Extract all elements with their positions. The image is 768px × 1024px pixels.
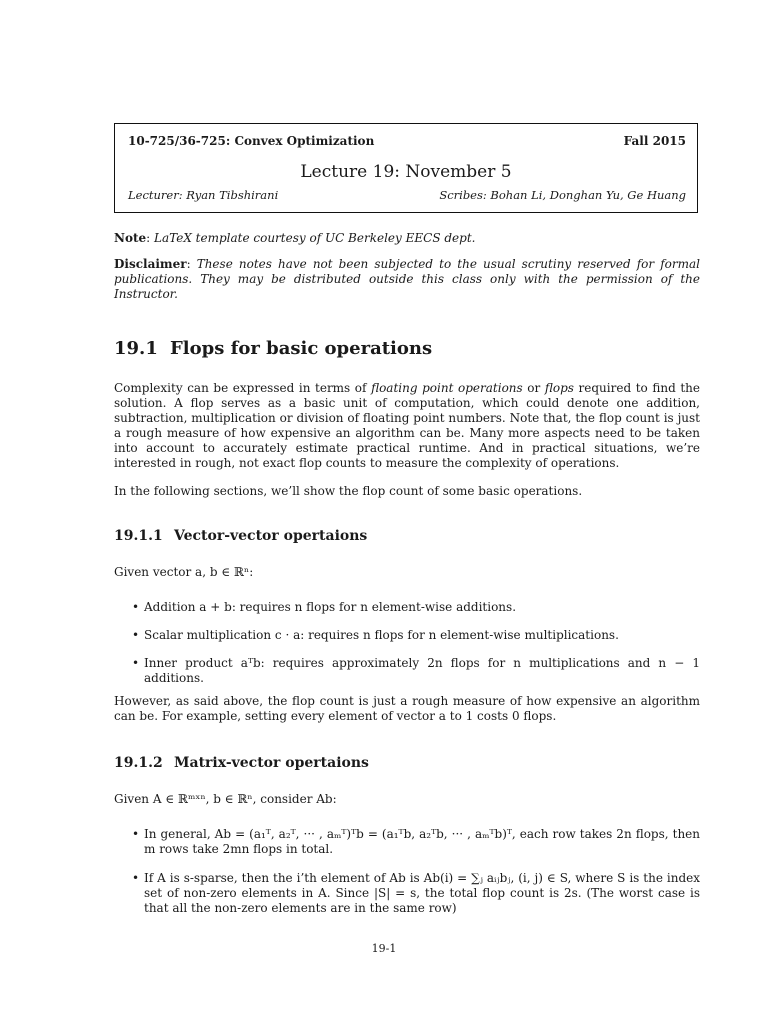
lecture-header-box [114,123,698,213]
section-heading [114,338,432,360]
bullet-icon: • [132,827,140,841]
list-item [114,656,700,686]
list-item-text: Scalar multiplication c · a: requires n flops for n element-wise multiplications. [144,628,619,642]
list-item-text: If A is s-sparse, then the i’th element of Ab is Ab(i) = ∑ⱼ aᵢⱼbⱼ, (i, j) ∈ S, where S is the index set of non-zero elements in A. Since |S| = s, the total flop count is 2s. (The worst case is that all the non-zero elements are in the same row) [144,871,700,915]
list-item [114,827,700,857]
bullet-icon: • [132,871,140,885]
disclaimer-paragraph: Disclaimer: These notes have not been subjected to the usual scrutiny reserved for formal publications. They may be distributed outside this class only with the permission of the Instructor. [114,257,700,301]
list-item-text: In general, Ab = (a₁ᵀ, a₂ᵀ, ··· , aₘᵀ)ᵀb = (a₁ᵀb, a₂ᵀb, ··· , aₘᵀb)ᵀ, each row takes 2n flops, then m rows take 2mn flops in total. [144,827,700,856]
subsection-1-given: Given vector a, b ∈ ℝⁿ: [114,565,254,579]
list-item-text: Addition a + b: requires n flops for n element-wise additions. [144,600,517,614]
intro-emph-2: flops [544,381,574,395]
bullet-icon: • [132,600,140,614]
section-title: Flops for basic operations [170,338,433,359]
lecturer: Lecturer: Ryan Tibshirani [128,188,279,202]
subsection-1-list [114,600,700,686]
subsection-1-number: 19.1.1 [114,528,163,544]
intro-text-2: or [522,381,545,395]
subsection-2-number: 19.1.2 [114,755,163,771]
intro-text-1: Complexity can be expressed in terms of [114,381,372,395]
disclaimer-label: Disclaimer [114,257,187,271]
intro-emph-1: floating point operations [371,381,523,395]
term: Fall 2015 [623,134,686,148]
course-title: 10-725/36-725: Convex Optimization [128,134,375,148]
note-text: LaTeX template courtesy of UC Berkeley EECS dept. [154,231,476,245]
subsection-2-title: Matrix-vector opertaions [174,755,369,771]
intro-text-3: required to find the solution. A flop serves as a basic unit of computation, which could denote one addition, subtraction, multiplication or division of floating point numbers. Note that, the flop count is just a rough measure of how expensive an algorithm can be. Many more aspects need to be taken into account to accurately estimate practical runtime. And in practical situations, we’re interested in rough, not exact flop counts to measure the complexity of operations. [114,381,701,470]
note-label: Note [114,231,147,245]
section-intro [114,381,700,471]
section-following: In the following sections, we’ll show the flop count of some basic operations. [114,484,583,498]
note-paragraph: Note: LaTeX template courtesy of UC Berkeley EECS dept. [114,231,476,245]
disclaimer-text: These notes have not been subjected to the usual scrutiny reserved for formal publications. They may be distributed outside this class only with the permission of the Instructor. [114,257,700,301]
section-number: 19.1 [114,338,158,359]
list-item [114,628,700,643]
subsection-1-title: Vector-vector opertaions [174,528,368,544]
scribes: Scribes: Bohan Li, Donghan Yu, Ge Huang [439,188,686,202]
list-item [114,871,700,916]
page-number: 19-1 [371,942,397,955]
subsection-2-list [114,827,700,916]
list-item [114,600,700,615]
subsection-2-heading [114,754,369,772]
lecture-title: Lecture 19: November 5 [300,162,512,182]
subsection-1-after: However, as said above, the flop count is just a rough measure of how expensive an algorithm can be. For example, setting every element of vector a to 1 costs 0 flops. [114,694,700,723]
bullet-icon: • [132,656,140,670]
list-item-text: Inner product aᵀb: requires approximately 2n flops for n multiplications and n − 1 additions. [144,656,700,685]
subsection-1-heading [114,527,367,545]
bullet-icon: • [132,628,140,642]
subsection-2-given: Given A ∈ ℝᵐˣⁿ, b ∈ ℝⁿ, consider Ab: [114,792,337,806]
